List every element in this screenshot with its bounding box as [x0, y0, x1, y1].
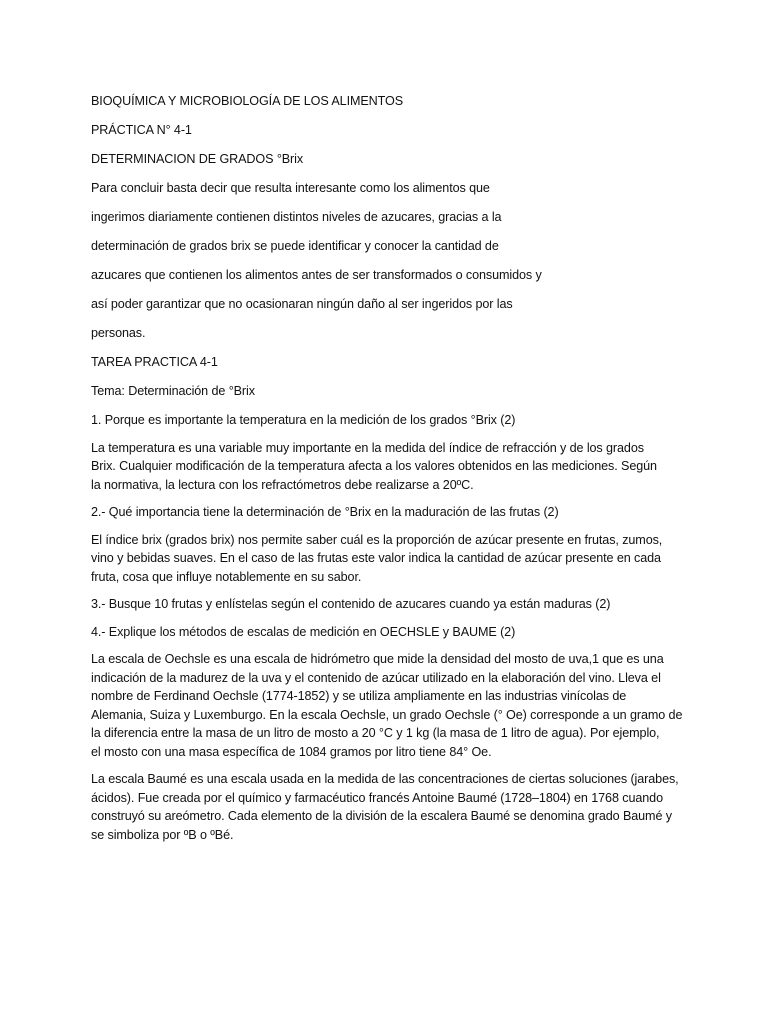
- answer-line: ácidos). Fue creada por el químico y farmacéutico francés Antoine Baumé (1728–1804) en 1768 cuando: [91, 790, 663, 805]
- conclusion-line: así poder garantizar que no ocasionaran ningún daño al ser ingeridos por las: [91, 297, 513, 311]
- conclusion-line: ingerimos diariamente contienen distintos niveles de azucares, gracias a la: [91, 210, 502, 224]
- answer-line: nombre de Ferdinand Oechsle (1774-1852) y se utiliza ampliamente en las industrias vinícolas de: [91, 689, 627, 703]
- answer-line: La escala Baumé es una escala usada en la medida de las concentraciones de ciertas soluciones (jarabes,: [91, 772, 679, 786]
- question-4: 4.- Explique los métodos de escalas de medición en OECHSLE y BAUME (2): [91, 624, 516, 639]
- practice-title: DETERMINACION DE GRADOS °Brix: [91, 152, 304, 166]
- question-1: 1. Porque es importante la temperatura en la medición de los grados °Brix (2): [91, 413, 516, 427]
- conclusion-line: determinación de grados brix se puede identificar y conocer la cantidad de: [91, 239, 499, 253]
- conclusion-line: Para concluir basta decir que resulta interesante como los alimentos que: [91, 181, 490, 195]
- answer-line: indicación de la madurez de la uva y el contenido de azúcar utilizado en la elaboración del vino. Lleva el: [91, 670, 661, 685]
- homework-title: TAREA PRACTICA 4-1: [91, 355, 218, 369]
- answer-line: se simboliza por ºB o ºBé.: [91, 827, 234, 842]
- conclusion-line: personas.: [91, 326, 146, 340]
- answer-line: construyó su areómetro. Cada elemento de la división de la escalera Baumé se denomina grado Baumé y: [91, 809, 672, 823]
- homework-topic: Tema: Determinación de °Brix: [91, 384, 255, 398]
- answer-line: Alemania, Suiza y Luxemburgo. En la escala Oechsle, un grado Oechsle (° Oe) corresponde a un gramo de: [91, 707, 683, 722]
- question-2: 2.- Qué importancia tiene la determinación de °Brix en la maduración de las frutas (2): [91, 505, 559, 519]
- answer-4-baume: [91, 770, 691, 844]
- answer-line: La escala de Oechsle es una escala de hidrómetro que mide la densidad del mosto de uva,1 que es una: [91, 652, 664, 666]
- answer-line: Brix. Cualquier modificación de la temperatura afecta a los valores obtenidos en las mediciones. Según: [91, 459, 657, 473]
- document-body: [91, 92, 691, 853]
- answer-line: vino y bebidas suaves. En el caso de las frutas este valor indica la cantidad de azúcar presente en cada: [91, 551, 661, 565]
- answer-line: La temperatura es una variable muy importante en la medida del índice de refracción y de los grados: [91, 440, 644, 455]
- answer-line: fruta, cosa que influye notablemente en su sabor.: [91, 569, 362, 584]
- conclusion-line: azucares que contienen los alimentos antes de ser transformados o consumidos y: [91, 268, 542, 282]
- answer-line: la normativa, la lectura con los refractómetros debe realizarse a 20ºC.: [91, 477, 474, 492]
- question-3: 3.- Busque 10 frutas y enlístelas según el contenido de azucares cuando ya están maduras (2): [91, 597, 611, 611]
- answer-4-oechsle: [91, 650, 691, 761]
- answer-line: El índice brix (grados brix) nos permite saber cuál es la proporción de azúcar presente en frutas, zumos,: [91, 532, 663, 547]
- answer-line: el mosto con una masa específica de 1084 gramos por litro tiene 84° Oe.: [91, 744, 492, 759]
- answer-2: [91, 531, 691, 587]
- answer-line: la diferencia entre la masa de un litro de mosto a 20 °C y 1 kg (la masa de 1 litro de agua). Por ejemplo,: [91, 726, 660, 740]
- practice-number: PRÁCTICA N° 4-1: [91, 123, 192, 137]
- answer-1: [91, 439, 691, 495]
- course-title: BIOQUÍMICA Y MICROBIOLOGÍA DE LOS ALIMENTOS: [91, 94, 404, 108]
